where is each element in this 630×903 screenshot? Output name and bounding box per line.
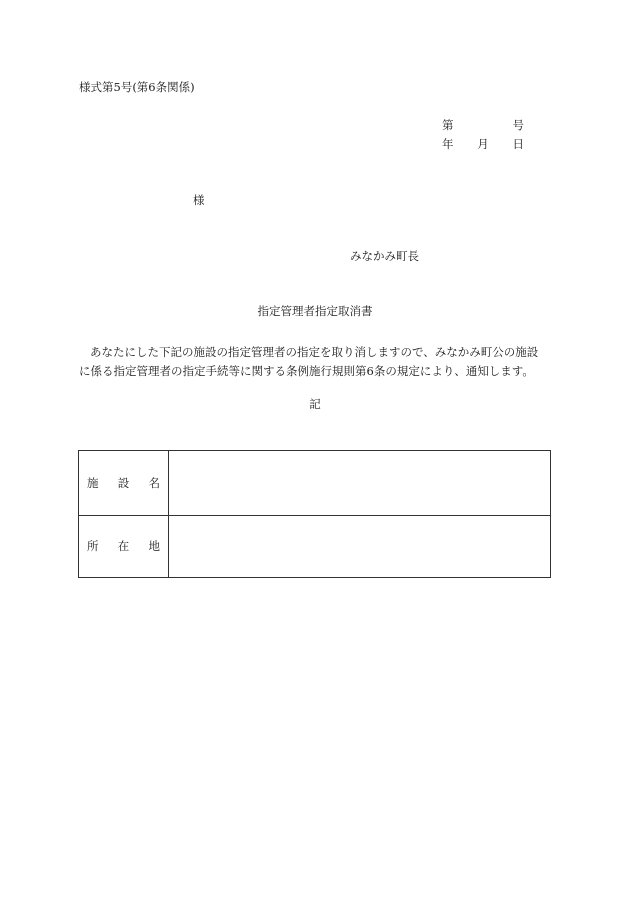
location-label — [79, 515, 169, 577]
body-text — [79, 343, 554, 381]
document-number-dai: 第 — [442, 118, 454, 132]
document-number — [442, 120, 524, 132]
document-title: 指定管理者指定取消書 — [257, 304, 373, 318]
date-day: 日 — [512, 137, 524, 151]
issuer-name: みなかみ町長 — [350, 249, 419, 263]
ki-heading: 記 — [309, 397, 321, 411]
label-char: 設 — [117, 476, 130, 490]
issue-date — [442, 139, 524, 151]
document-number-go: 号 — [512, 118, 524, 132]
facility-name-label — [79, 451, 169, 515]
date-year: 年 — [442, 137, 454, 151]
label-char: 施 — [87, 476, 99, 490]
body-line-1: あなたにした下記の施設の指定管理者の指定を取り消しますので、みなかみ町公の施設 — [90, 345, 539, 359]
body-line-2: に係る指定管理者の指定手続等に関する条例施行規則第6条の規定により、通知します。 — [79, 364, 534, 378]
facility-table — [78, 450, 551, 578]
table-row-facility-name — [79, 451, 550, 516]
date-month: 月 — [477, 137, 489, 151]
addressee-suffix: 様 — [193, 193, 205, 207]
form-number: 様式第5号(第6条関係) — [79, 80, 195, 94]
table-row-location — [79, 515, 550, 577]
label-char: 在 — [117, 539, 130, 553]
location-value — [169, 515, 550, 577]
label-char: 所 — [87, 539, 99, 553]
facility-name-value — [169, 451, 550, 515]
label-char: 名 — [148, 476, 160, 490]
label-char: 地 — [148, 539, 160, 553]
